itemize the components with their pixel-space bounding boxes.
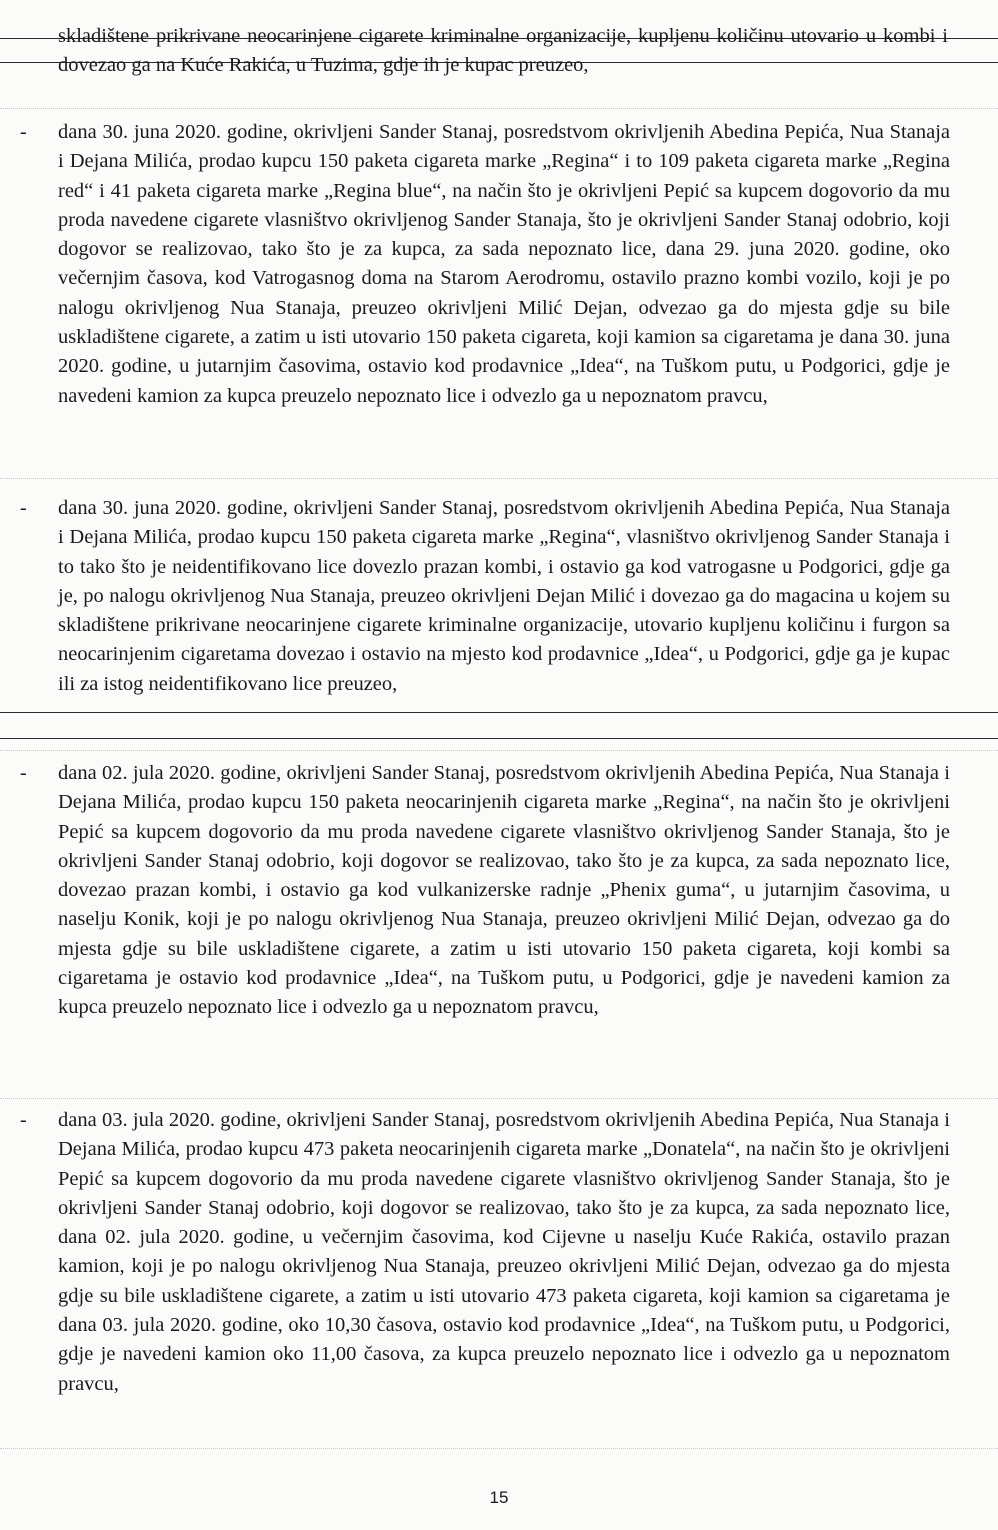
scan-noise xyxy=(0,108,998,109)
continued-paragraph: skladištene prikrivane neocarinjene cigarete kriminalne organizacije, kupljenu količinu utovario u kombi i dovezao ga na Kuće Rakića, u Tuzima, gdje ih je kupac preuzeo, xyxy=(58,25,948,76)
page-number: 15 xyxy=(489,1488,509,1507)
scan-noise xyxy=(0,1448,998,1449)
scan-noise xyxy=(0,478,998,479)
bullet-dash: - xyxy=(20,1109,27,1131)
list-item-text: dana 30. juna 2020. godine, okrivljeni Sander Stanaj, posredstvom okrivljenih Abedina Pepića, Nua Stanaja i Dejana Milića, prodao kupcu 150 paketa cigareta marke „Regina“, vlasništvo okrivljenog Sander Stanaja i to tako što je neidentifikovano lice dovezlo prazan kombi, i ostavio ga kod vatrogasne u Podgorici, gdje ga je, po nalogu okrivljenog Nua Stanaja, preuzeo okrivljeni Dejan Milić i dovezao ga do magacina u kojem su skladištene prikrivane neocarinjene cigarete kriminalne organizacije, utovario kupljenu količinu i furgon sa neocarinjenim cigaretama dovezao i ostavio na mjesto kod prodavnice „Idea“, u Podgorici, gdje ga je kupac ili za istog neidentifikovano lice preuzeo, xyxy=(58,497,950,695)
list-item-text: dana 03. jula 2020. godine, okrivljeni Sander Stanaj, posredstvom okrivljenih Abedina Pepića, Nua Stanaja i Dejana Milića, prodao kupcu 473 paketa neocarinjenih cigareta marke „Donatela“, na način što je okrivljeni Pepić sa kupcem dogovorio da mu proda navedene cigarete vlasništvo okrivljenog Sander Stanaja, što je okrivljeni Sander Stanaj odobrio, koji dogovor se realizovao, tako što je za kupca, za sada nepoznato lice, dana 02. jula 2020. godine, u večernjim časovima, kod Cijevne u naselju Kuće Rakića, ostavilo prazan kamion, koji je po nalogu okrivljenog Nua Stanaja, preuzeo okrivljeni Milić Dejan, odvezao ga do mjesta gdje su bile uskladištene cigarete, a zatim u isti utovario 473 paketa cigareta, koji kamion sa cigaretama je dana 03. jula 2020. godine, oko 10,30 časova, ostavio kod prodavnice „Idea“, na Tuškom putu, u Podgorici, gdje je navedeni kamion oko 11,00 časova, za kupca preuzelo nepoznato lice i odvezlo ga u nepoznatom pravcu, xyxy=(58,1109,950,1395)
bullet-dash: - xyxy=(20,762,27,784)
scan-line xyxy=(0,738,998,739)
list-item-text: dana 30. juna 2020. godine, okrivljeni Sander Stanaj, posredstvom okrivljenih Abedina Pepića, Nua Stanaja i Dejana Milića, prodao kupcu 150 paketa cigareta marke „Regina“ i to 109 paketa cigareta marke „Regina red“ i 41 paketa cigareta marke „Regina blue“, na način što je okrivljeni Pepić sa kupcem dogovorio da mu proda navedene cigarete vlasništvo okrivljenog Sander Stanaja, što je okrivljeni Sander Stanaj odobrio, koji dogovor se realizovao, tako što je za kupca, za sada nepoznato lice, dana 29. juna 2020. godine, oko večernjim časova, kod Vatrogasnog doma na Starom Aerodromu, ostavilo prazno kombi vozilo, koji je po nalogu okrivljenog Nua Stanaja, preuzeo okrivljeni Milić Dejan, odvezao ga do mjesta gdje su bile uskladištene cigarete, a zatim u isti utovario 150 paketa cigareta, koji kamion sa cigaretama je dana 30. juna 2020. godine, u jutarnjim časovima, ostavio kod prodavnice „Idea“, na Tuškom putu, u Podgorici, gdje je navedeni kamion za kupca preuzelo nepoznato lice i odvezlo ga u nepoznatom pravcu, xyxy=(58,121,950,407)
bullet-dash: - xyxy=(20,121,27,143)
bullet-dash: - xyxy=(20,497,27,519)
scan-line xyxy=(0,712,998,713)
scan-noise xyxy=(0,1098,998,1099)
scan-noise xyxy=(0,750,998,751)
list-item-text: dana 02. jula 2020. godine, okrivljeni Sander Stanaj, posredstvom okrivljenih Abedina Pepića, Nua Stanaja i Dejana Milića, prodao kupcu 150 paketa neocarinjenih cigareta marke „Regina“, na način što je okrivljeni Pepić sa kupcem dogovorio da mu proda navedene cigarete vlasništvo okrivljenog Sander Stanaja, što je okrivljeni Sander Stanaj odobrio, koji dogovor se realizovao, tako što je za kupca, za sada nepoznato lice, dovezao prazan kombi, i ostavio ga kod vulkanizerske radnje „Phenix guma“, u jutarnjim časovima, u naselju Konik, koji je po nalogu okrivljenog Nua Stanaja, preuzeo okrivljeni Milić Dejan, odvezao ga do mjesta gdje su bile uskladištene cigarete, a zatim u isti utovario 150 paketa cigareta, koji kombi sa cigaretama je ostavio kod prodavnice „Idea“, na Tuškom putu, u Podgorici, gdje je navedeni kamion za kupca preuzelo nepoznato lice i odvezlo ga u nepoznatom pravcu, xyxy=(58,762,950,1019)
